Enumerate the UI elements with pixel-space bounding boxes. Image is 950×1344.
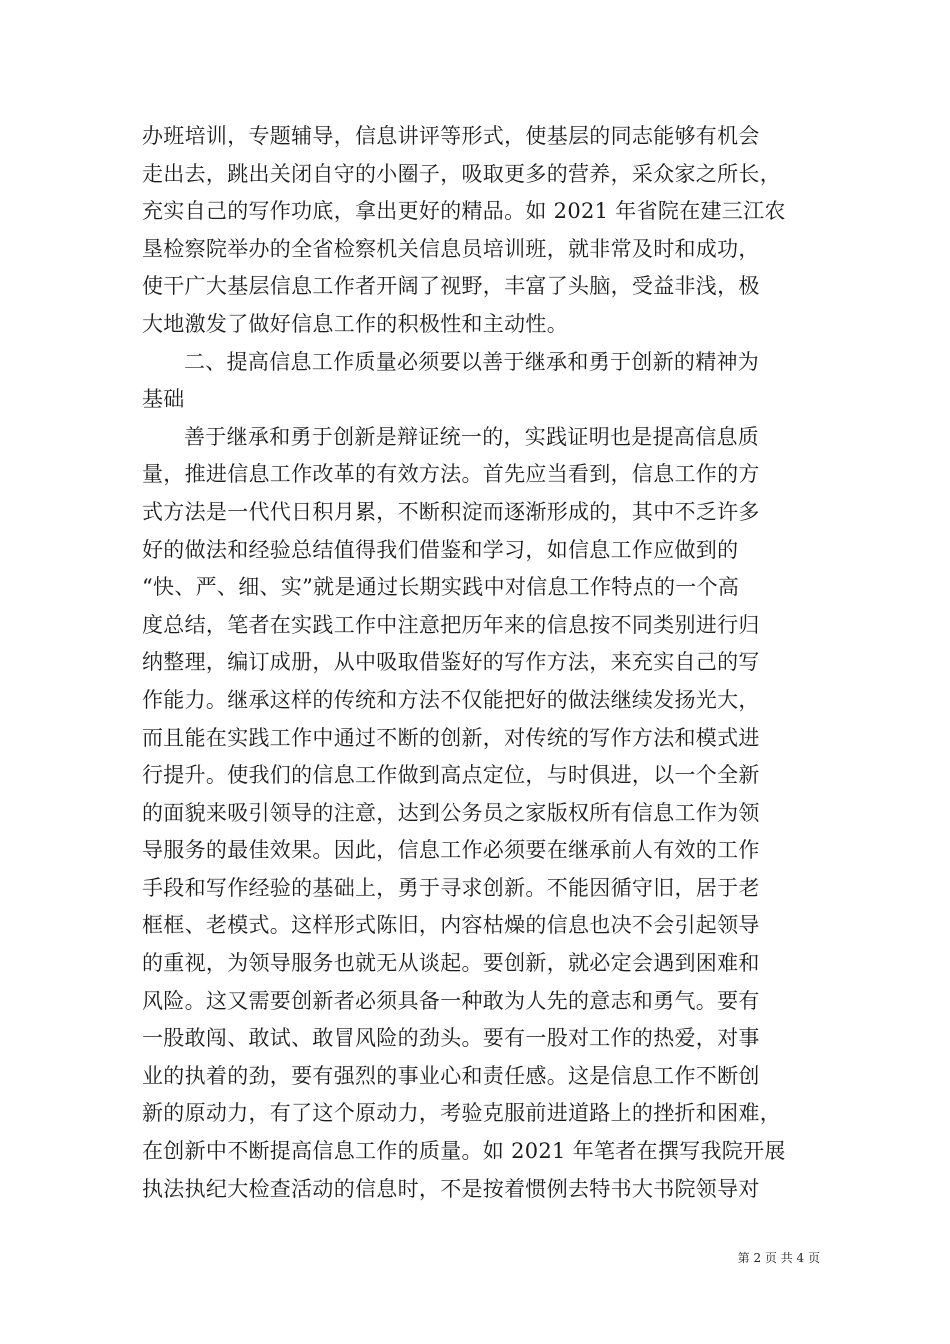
- text-line: 善于继承和勇于创新是辩证统一的，实践证明也是提高信息质: [184, 424, 760, 449]
- text-line: 一股敢闯、敢试、敢冒风险的劲头。要有一股对工作的热爱，对事: [142, 1026, 760, 1051]
- text-line: 框框、老模式。这样形式陈旧，内容枯燥的信息也决不会引起领导: [142, 913, 760, 938]
- text-line: 手段和写作经验的基础上，勇于寻求创新。不能因循守旧，居于老: [142, 875, 760, 900]
- text-line: 的重视，为领导服务也就无从谈起。要创新，就必定会遇到困难和: [142, 951, 760, 976]
- text-line: 垦检察院举办的全省检察机关信息员培训班，就非常及时和成功，: [142, 236, 760, 261]
- text-line: 充实自己的写作功底，拿出更好的精品。如 2021 年省院在建三江农: [142, 199, 786, 224]
- text-line: 在创新中不断提高信息工作的质量。如 2021 年笔者在撰写我院开展: [142, 1139, 786, 1164]
- text-line: 纳整理，编订成册，从中吸取借鉴好的写作方法，来充实自己的写: [142, 650, 760, 675]
- text-line: 业的执着的劲，要有强烈的事业心和责任感。这是信息工作不断创: [142, 1063, 760, 1088]
- text-line: 执法执纪大检查活动的信息时，不是按着惯例去特书大书院领导对: [142, 1176, 760, 1201]
- text-line: 行提升。使我们的信息工作做到高点定位，与时俱进，以一个全新: [142, 763, 760, 788]
- text-line: 的面貌来吸引领导的注意，达到公务员之家版权所有信息工作为领: [142, 800, 760, 825]
- text-line: 式方法是一代代日积月累，不断积淀而逐渐形成的，其中不乏许多: [142, 499, 760, 524]
- text-line: 新的原动力，有了这个原动力，考验克服前进道路上的挫折和困难，: [142, 1101, 781, 1126]
- text-line: 好的做法和经验总结值得我们借鉴和学习，如信息工作应做到的: [142, 537, 739, 562]
- section-heading-continued: 基础: [142, 387, 185, 412]
- text-line: 使干广大基层信息工作者开阔了视野，丰富了头脑，受益非浅，极: [142, 274, 760, 299]
- text-line: 大地激发了做好信息工作的积极性和主动性。: [142, 311, 568, 336]
- text-line: 导服务的最佳效果。因此，信息工作必须要在继承前人有效的工作: [142, 838, 760, 863]
- text-line: 办班培训，专题辅导，信息讲评等形式，使基层的同志能够有机会: [142, 124, 760, 148]
- text-line: 风险。这又需要创新者必须具备一种敢为人先的意志和勇气。要有: [142, 988, 760, 1013]
- section-heading: 二、提高信息工作质量必须要以善于继承和勇于创新的精神为: [184, 349, 760, 374]
- text-line: “快、严、细、实”就是通过长期实践中对信息工作特点的一个高: [142, 575, 740, 600]
- text-line: 度总结，笔者在实践工作中注意把历年来的信息按不同类别进行归: [142, 612, 760, 637]
- page-number-footer: 第 2 页 共 4 页: [737, 1251, 820, 1265]
- document-body: [142, 118, 808, 1208]
- text-line: 作能力。继承这样的传统和方法不仅能把好的做法继续发扬光大，: [142, 687, 760, 712]
- text-line: 而且能在实践工作中通过不断的创新，对传统的写作方法和模式进: [142, 725, 760, 750]
- text-line: 量，推进信息工作改革的有效方法。首先应当看到，信息工作的方: [142, 462, 760, 487]
- text-line: 走出去，跳出关闭自守的小圈子，吸取更多的营养，采众家之所长，: [142, 161, 781, 186]
